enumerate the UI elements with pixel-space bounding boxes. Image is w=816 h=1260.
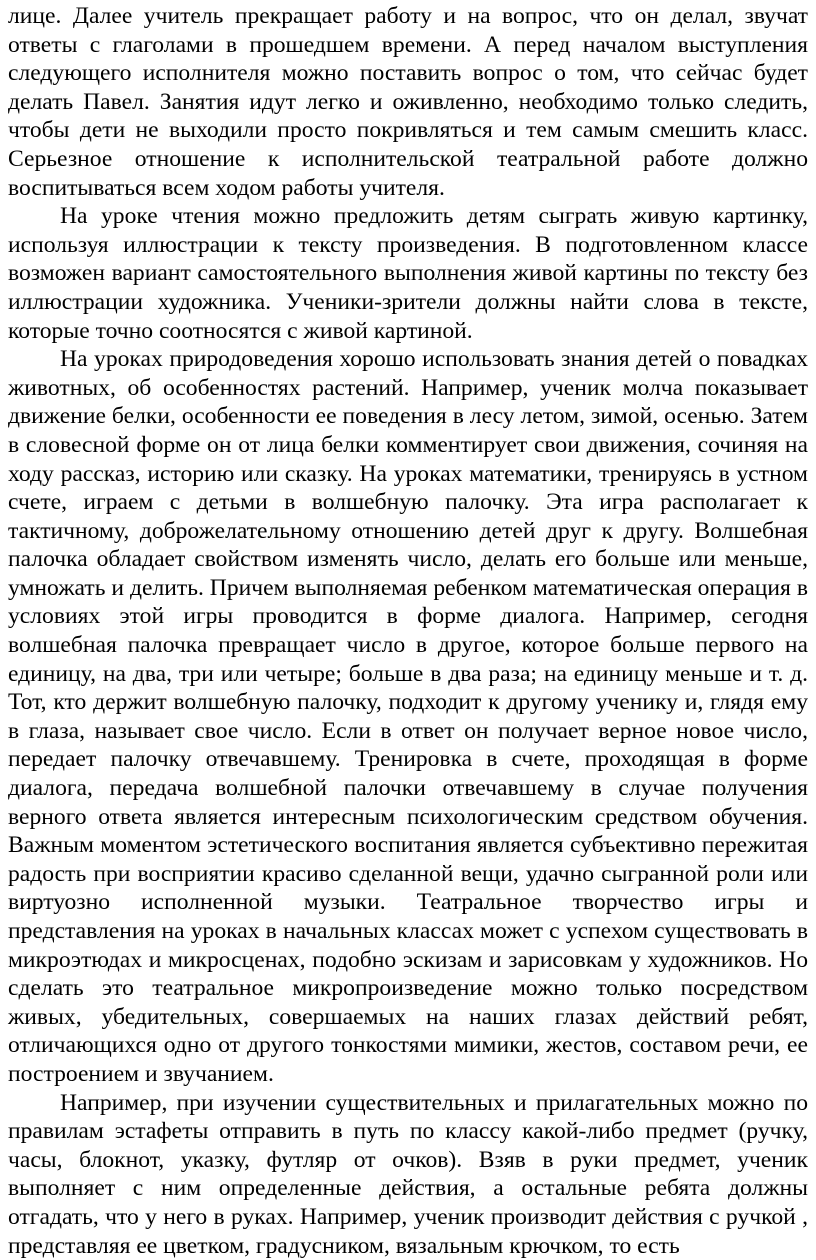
- document-body: [8, 2, 808, 1260]
- paragraph-4: Например, при изучении существительных и прилагательных можно по правилам эстафеты отправить в путь по классу какой-либо предмет (ручку, часы, блокнот, указку, футляр от очков). Взяв в руки предмет, ученик выполняет с ним определенные действия, а остальные ребята должны отгадать, что у него в руках. Например, ученик производит действия с ручкой , представляя ее цветком, градусником, вязальным крючком, то есть: [8, 1089, 808, 1259]
- paragraph-1: лице. Далее учитель прекращает работу и на вопрос, что он делал, звучат ответы с глаголами в прошедшем времени. А перед началом выступления следующего исполнителя можно поставить вопрос о том, что сейчас будет делать Павел. Занятия идут легко и оживленно, необходимо только следить, чтобы дети не выходили просто покривляться и тем самым смешить класс. Серьезное отношение к исполнительской театральной работе должно воспитываться всем ходом работы учителя.: [8, 3, 808, 201]
- paragraph-2: На уроке чтения можно предложить детям сыграть живую картинку, используя иллюстрации к тексту произведения. В подготовленном классе возможен вариант самостоятельного выполнения живой картины по тексту без иллюстрации художника. Ученики-зрители должны найти слова в тексте, которые точно соотносятся с живой картиной.: [8, 203, 808, 344]
- paragraph-3: На уроках природоведения хорошо использовать знания детей о повадках животных, об особенностях растений. Например, ученик молча показывает движение белки, особенности ее поведения в лесу летом, зимой, осенью. Затем в словесной форме он от лица белки комментирует свои движения, сочиняя на ходу рассказ, историю или сказку. На уроках математики, тренируясь в устном счете, играем с детьми в волшебную палочку. Эта игра располагает к тактичному, доброжелательному отношению детей друг к другу. Волшебная палочка обладает свойством изменять число, делать его больше или меньше, умножать и делить. Причем выполняемая ребенком математическая операция в условиях этой игры проводится в форме диалога. Например, сегодня волшебная палочка превращает число в другое, которое больше первого на единицу, на два, три или четыре; больше в два раза; на единицу меньше и т. д. Тот, кто держит волшебную палочку, подходит к другому ученику и, глядя ему в глаза, называет свое число. Если в ответ он получает верное новое число, передает палочку отвечавшему. Тренировка в счете, проходящая в форме диалога, передача волшебной палочки отвечавшему в случае получения верного ответа является интересным психологическим средством обучения. Важным моментом эстетического воспитания является субъективно пережитая радость при восприятии красиво сделанной вещи, удачно сыгранной роли или виртуозно исполненной музыки. Театральное творчество игры и представления на уроках в начальных классах может с успехом существовать в микроэтюдах и микросценах, подобно эскизам и зарисовкам у художников. Но сделать это театральное микропроизведение можно только посредством живых, убедительных, совершаемых на наших глазах действий ребят, отличающихся одно от другого тонкостями мимики, жестов, составом речи, ее построением и звучанием.: [8, 346, 808, 1087]
